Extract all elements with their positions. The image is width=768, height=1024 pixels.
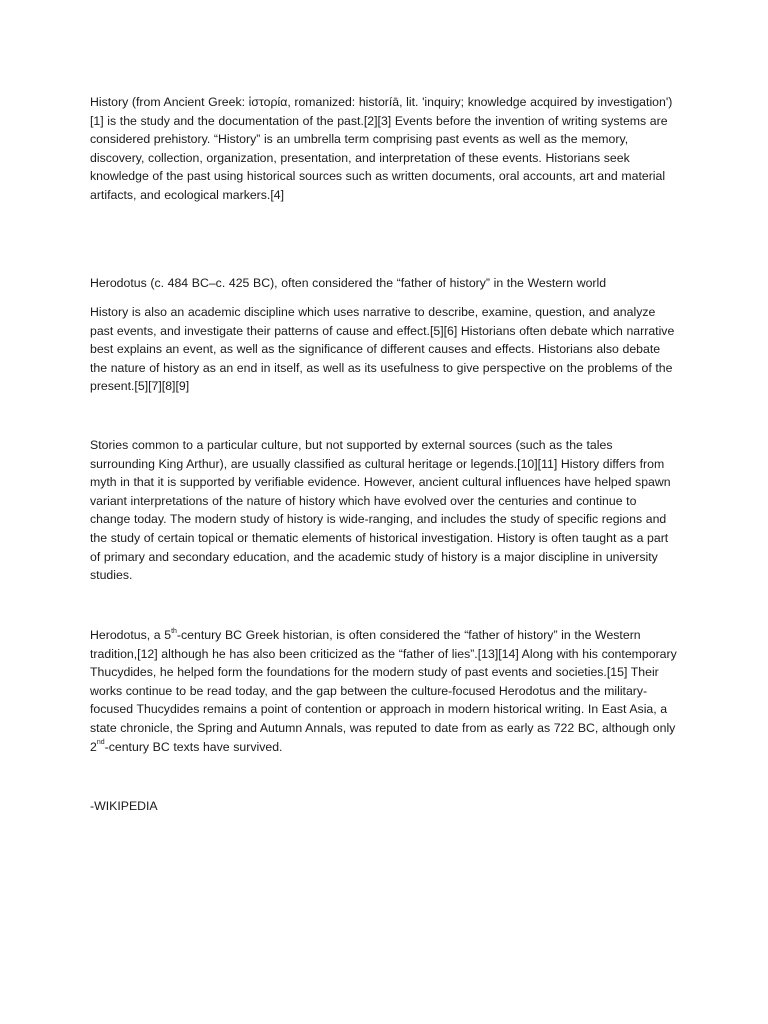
herodotus-paragraph xyxy=(90,626,680,756)
herodotus-text-part-2: -century BC Greek historian, is often considered the “father of history” in the Western tradition,[12] although he has also been criticized as the “father of lies”.[13][14] Along with his contemporary Thucydides, he helped form the foundations for the modern study of past events and societies.[15] Their works continue to be read today, and the gap between the culture-focused Herodotus and the military-focused Thucydides remains a point of contention or approach in modern historical writing. In East Asia, a state chronicle, the Spring and Autumn Annals, was reputed to date from as early as 722 BC, although only 2 xyxy=(90,628,677,754)
image-caption: Herodotus (c. 484 BC–c. 425 BC), often considered the “father of history” in the Western world xyxy=(90,276,607,290)
ordinal-suffix-nd: nd xyxy=(96,739,105,747)
ordinal-suffix-th: th xyxy=(171,627,177,635)
source-attribution: -WIKIPEDIA xyxy=(90,799,158,813)
herodotus-text-part-1: Herodotus, a 5 xyxy=(90,628,172,642)
herodotus-text-part-3: -century BC texts have survived. xyxy=(104,739,283,754)
discipline-paragraph: History is also an academic discipline which uses narrative to describe, examine, question, and analyze past events, and investigate their patterns of cause and effect.[5][6] Historians often debate which narrative best explains an event, as well as the significance of different causes and effects. Historians also debate the nature of history as an end in itself, as well as its usefulness to give perspective on the problems of the present.[5][7][8][9] xyxy=(90,305,675,394)
intro-paragraph: History (from Ancient Greek: ἱστορία, romanized: historíā, lit. 'inquiry; knowledge acquired by investigation')[1] is the study and the documentation of the past.[2][3] Events before the invention of writing systems are considered prehistory. “History” is an umbrella term comprising past events as well as the memory, discovery, collection, organization, presentation, and interpretation of these events. Historians seek knowledge of the past using historical sources such as written documents, oral accounts, art and material artifacts, and ecological markers.[4] xyxy=(90,95,673,202)
culture-paragraph: Stories common to a particular culture, but not supported by external sources (such as the tales surrounding King Arthur), are usually classified as cultural heritage or legends.[10][11] History differs from myth in that it is supported by verifiable evidence. However, ancient cultural influences have helped spawn variant interpretations of the nature of history which have evolved over the centuries and continue to change today. The modern study of history is wide-ranging, and includes the study of specific regions and the study of certain topical or thematic elements of historical investigation. History is often taught as a part of primary and secondary education, and the academic study of history is a major discipline in university studies. xyxy=(90,438,671,583)
